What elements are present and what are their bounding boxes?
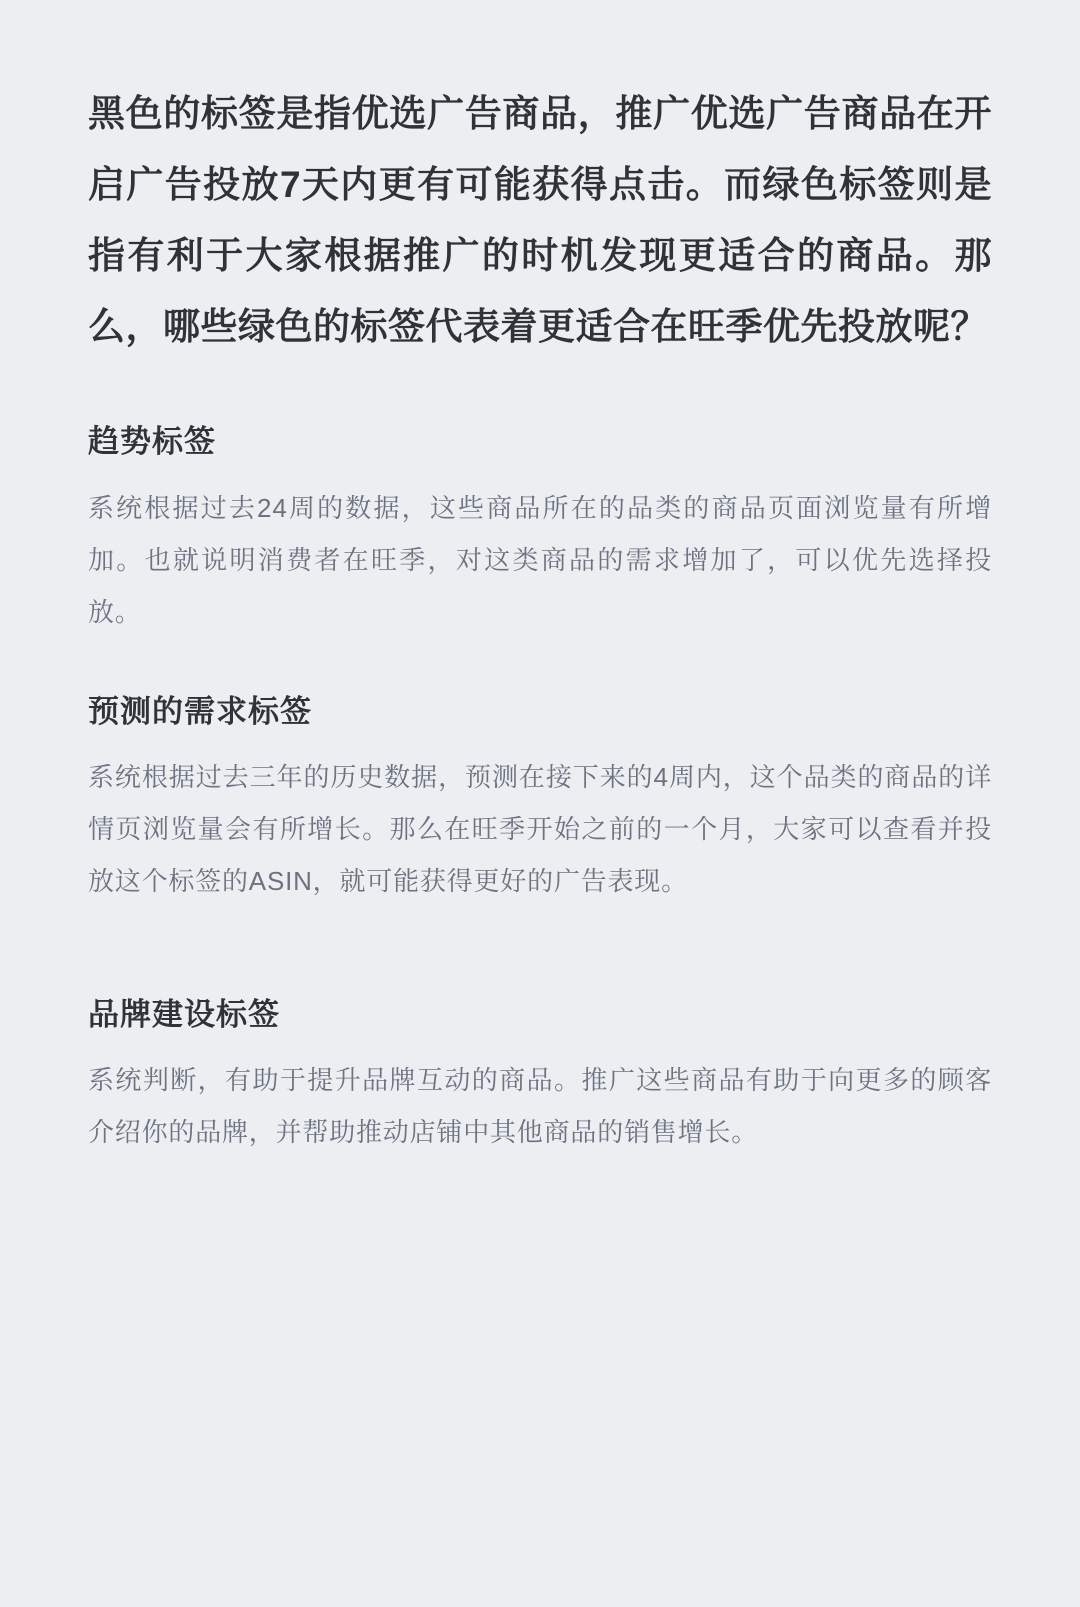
section-forecast-demand (88, 690, 992, 907)
section-body-trend: 系统根据过去24周的数据，这些商品所在的品类的商品页面浏览量有所增加。也就说明消费者在旺季，对这类商品的需求增加了，可以优先选择投放。 (88, 492, 992, 627)
section-body-forecast-demand: 系统根据过去三年的历史数据，预测在接下来的4周内，这个品类的商品的详情页浏览量会有所增长。那么在旺季开始之前的一个月，大家可以查看并投放这个标签的ASIN，就可能获得更好的广告表现。 (88, 761, 992, 896)
section-title-brand-building: 品牌建设标签 (88, 996, 280, 1032)
section-body-brand-building: 系统判断，有助于提升品牌互动的商品。推广这些商品有助于向更多的顾客介绍你的品牌，并帮助推动店铺中其他商品的销售增长。 (88, 1065, 992, 1148)
section-title-forecast-demand: 预测的需求标签 (88, 693, 312, 729)
section-title-trend: 趋势标签 (88, 424, 216, 460)
intro-paragraph: 黑色的标签是指优选广告商品，推广优选广告商品在开启广告投放7天内更有可能获得点击。而绿色标签则是指有利于大家根据推广的时机发现更适合的商品。那么，哪些绿色的标签代表着更适合在旺季优先投放呢？ (88, 93, 992, 348)
section-brand-building (88, 993, 992, 1158)
section-trend (88, 420, 992, 637)
